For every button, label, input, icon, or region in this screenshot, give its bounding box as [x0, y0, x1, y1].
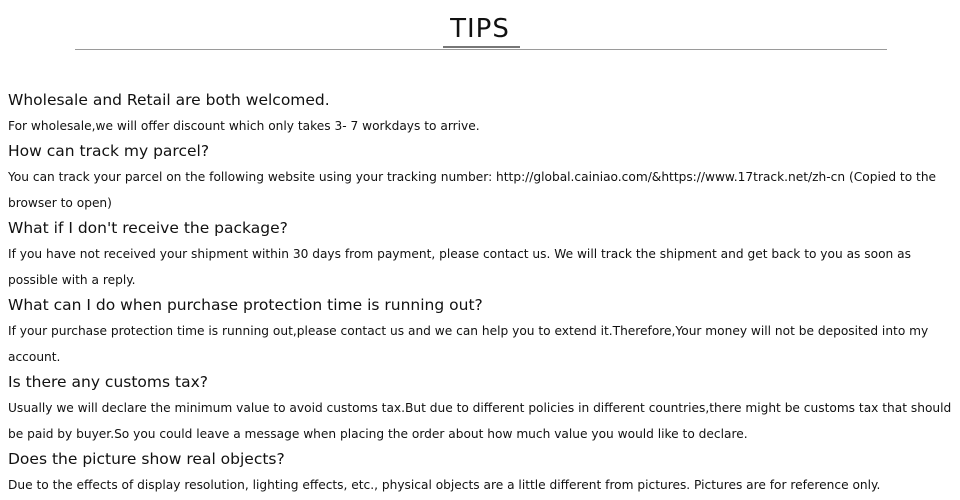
faq-question: What if I don't receive the package?: [8, 219, 288, 237]
faq-question: Wholesale and Retail are both welcomed.: [8, 91, 330, 109]
faq-item-purchase-protection: [8, 293, 956, 370]
faq-item-not-received: [8, 216, 956, 293]
faq-list: [8, 88, 956, 498]
faq-question: What can I do when purchase protection time is running out?: [8, 296, 483, 314]
page-title: TIPS: [450, 14, 510, 44]
header-divider: [75, 49, 887, 50]
faq-item-track-parcel: [8, 139, 956, 216]
faq-answer: Due to the effects of display resolution, lighting effects, etc., physical objects are a little different from pictures. Pictures are for reference only.: [8, 478, 881, 492]
faq-item-real-objects: [8, 447, 956, 498]
faq-answer: For wholesale,we will offer discount which only takes 3- 7 workdays to arrive.: [8, 119, 480, 133]
faq-answer: If you have not received your shipment within 30 days from payment, please contact us. We will track the shipment and get back to you as soon as possible with a reply.: [8, 247, 911, 287]
faq-item-customs-tax: [8, 370, 956, 447]
faq-answer: You can track your parcel on the following website using your tracking number: http://global.cainiao.com/&https://www.17track.net/zh-cn (Copied to the browser to open): [8, 170, 937, 210]
faq-answer: Usually we will declare the minimum value to avoid customs tax.But due to different policies in different countries,there might be customs tax that should be paid by buyer.So you could leave a message when placing the order about how much value you would like to declare.: [8, 401, 952, 441]
faq-question: Does the picture show real objects?: [8, 450, 285, 468]
title-underline: [443, 46, 520, 48]
faq-item-wholesale: [8, 88, 956, 139]
faq-question: Is there any customs tax?: [8, 373, 208, 391]
faq-answer: If your purchase protection time is running out,please contact us and we can help you to extend it.Therefore,Your money will not be deposited into my account.: [8, 324, 929, 364]
faq-question: How can track my parcel?: [8, 142, 210, 160]
tips-header: [0, 0, 960, 55]
